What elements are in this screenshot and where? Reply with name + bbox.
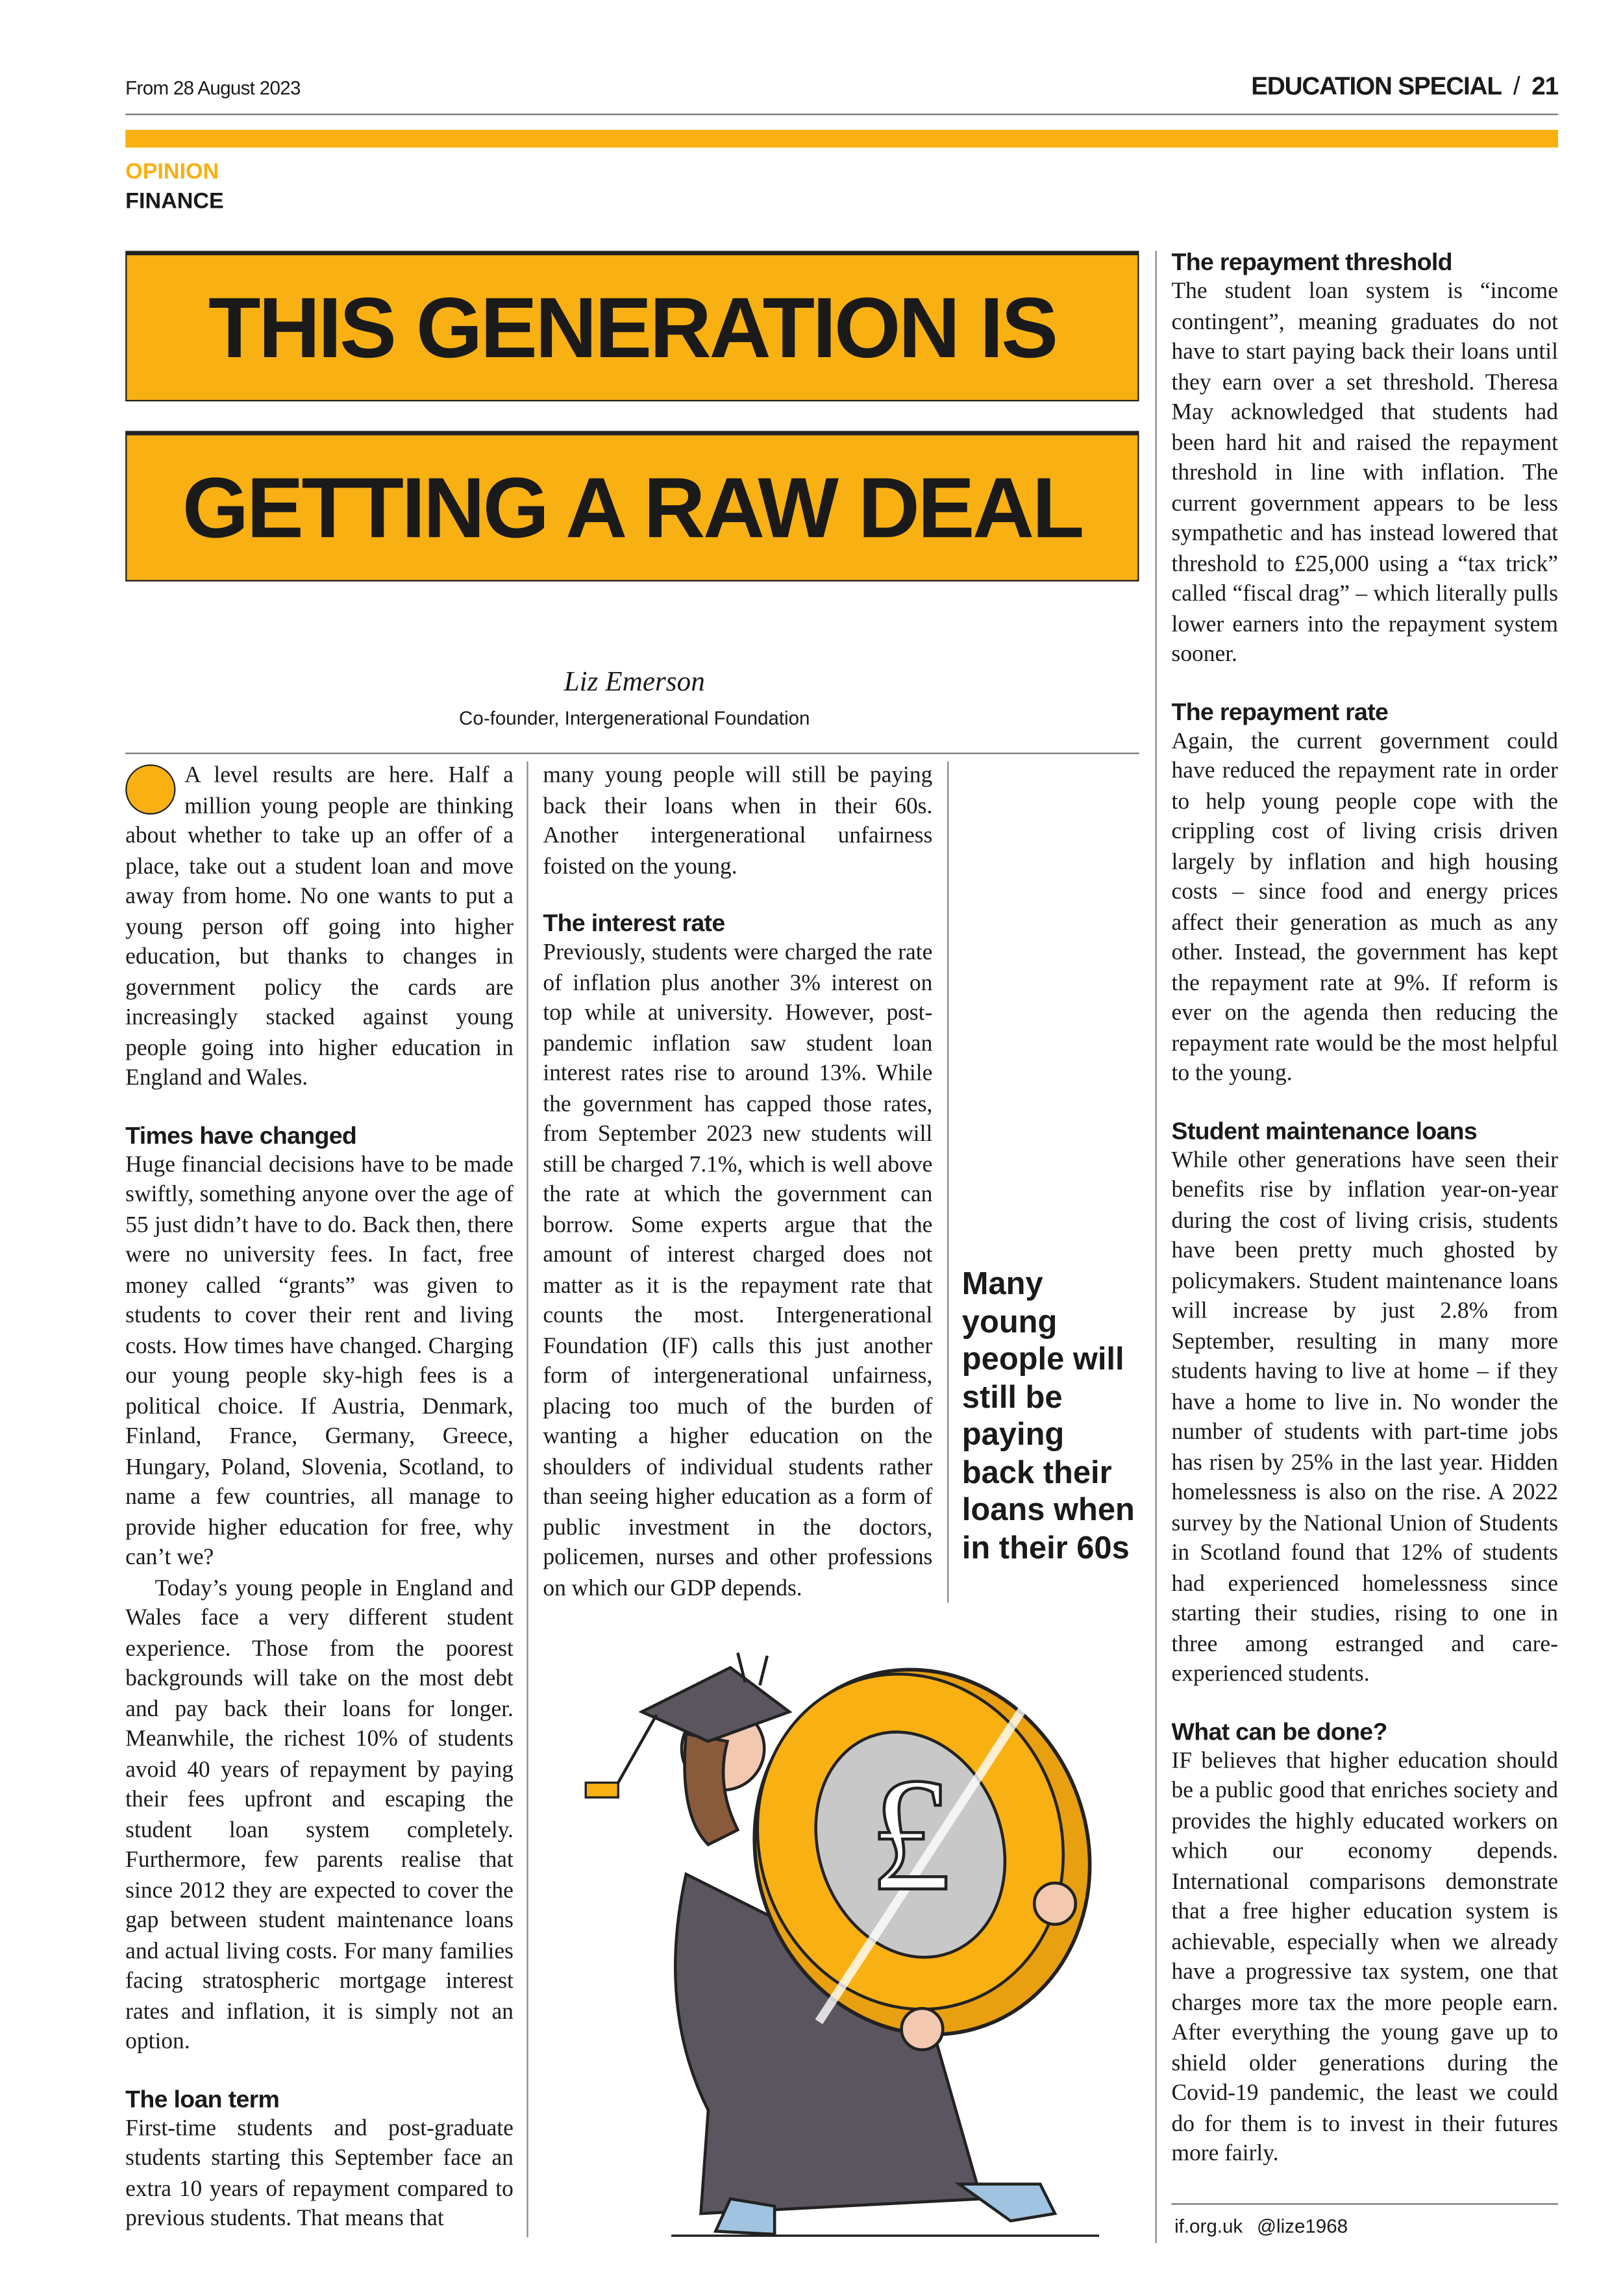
shoe-shape [959, 2184, 1055, 2221]
graduate-coin-illustration [568, 1623, 1099, 2243]
footer-links [1174, 2215, 1348, 2237]
subheading-repayment-threshold: The repayment threshold [1171, 249, 1452, 276]
twitter-handle[interactable]: @lize1968 [1257, 2215, 1348, 2238]
subcategory-label: FINANCE [125, 188, 224, 214]
headline-line-1: THIS GENERATION IS [125, 251, 1139, 401]
paragraph: many young people will still be paying back their loans when in their 60s. Another intergenerational unfairness foisted on the young. [543, 762, 933, 879]
article-column-3 [1172, 248, 1558, 2170]
byline-rule [125, 753, 1139, 754]
section-name: EDUCATION SPECIAL [1251, 72, 1502, 101]
subheading-loan-term: The loan term [125, 2086, 280, 2113]
subheading-times-changed: Times have changed [125, 1122, 357, 1149]
drop-circle-icon [125, 764, 175, 814]
mortarboard-icon [642, 1667, 789, 1741]
subheading-repayment-rate: The repayment rate [1171, 699, 1389, 726]
pull-quote: Many young people will still be paying back their loans when in their 60s [961, 1266, 1135, 1566]
article-column-2 [543, 762, 932, 1604]
pound-sign-icon: £ [869, 1745, 951, 1925]
website-link[interactable]: if.org.uk [1174, 2215, 1243, 2238]
tassel-shape [586, 1782, 618, 1797]
header-rule [125, 114, 1558, 115]
separator: / [1513, 72, 1520, 101]
accent-bar [125, 130, 1558, 147]
page-number: 21 [1531, 72, 1558, 101]
paragraph: First-time students and post-graduate students starting this September face an extra 10 years of repayment compared to previous students. That means that [125, 2115, 514, 2232]
subheading-maintenance-loans: Student maintenance loans [1171, 1117, 1478, 1145]
category-label: OPINION [125, 159, 219, 185]
intro-paragraph: A level results are here. Half a million young people are thinking about whether to take up an offer of a place, take out a student loan and move away from home. No one wants to put a young person off going into higher education, but thanks to changes in government policy the cards are increasingly stacked against young people going into higher education in England and Wales. [125, 762, 514, 1091]
paragraph: While other generations have seen their benefits rise by inflation year-on-year during the cost of living crisis, students have been pretty much ghosted by policymakers. Student maintenance loans will increase by just 2.8% from September, resulting in many more students having to live at home – if they have a home to live in. No wonder the number of students with part-time jobs has risen by 25% in the last year. Hidden homelessness is also on the rise. A 2022 survey by the National Union of Students in Scotland found that 12% of students had experienced homelessness since starting their studies, rising to one in three among estranged and care-experienced students. [1171, 1147, 1558, 1687]
section-header [1251, 72, 1558, 101]
paragraph: Today’s young people in England and Wales face a very different student experience. Those from the poorest backgrounds will take on the most debt and pay back their loans for longer. Meanwhile, the richest 10% of students avoid 40 years of repayment by paying their fees upfront and escaping the student loan system completely. Furthermore, few parents realise that since 2012 they are expected to cover the gap between student maintenance loans and actual living costs. For many families facing stratospheric mortgage interest rates and inflation, it is simply not an option. [125, 1575, 514, 2054]
headline-line-2: GETTING A RAW DEAL [125, 431, 1139, 582]
column-divider [947, 762, 948, 1603]
paragraph: The student loan system is “income contingent”, meaning graduates do not have to start paying back their loans until they earn over a set threshold. Theresa May acknowledged that students had been hard hit and raised the repayment threshold in line with inflation. The current government appears to be less sympathetic and has instead lowered that threshold to £25,000 using a “tax trick” called “fiscal drag” – which literally pulls lower earners into the repayment system sooner. [1171, 279, 1558, 668]
paragraph: Huge financial decisions have to be made swiftly, something anyone over the age of 55 just didn’t have to do. Back then, there were no university fees. In fact, free money called “grants” was given to students to cover their rent and living costs. How times have changed. Charging our young people sky-high fees is a political choice. If Austria, Denmark, Finland, France, Germany, Greece, Hungary, Poland, Slovenia, Scotland, to name a few countries, all manage to provide higher education for free, why can’t we? [125, 1151, 514, 1571]
hand-shape [902, 2008, 943, 2050]
subheading-interest-rate: The interest rate [543, 910, 725, 938]
author-role: Co-founder, Intergenerational Foundation [459, 706, 810, 729]
article-column-1 [125, 762, 514, 2235]
subheading-what-can-be-done: What can be done? [1171, 1718, 1387, 1745]
column-divider [527, 762, 528, 2238]
author-name: Liz Emerson [564, 667, 705, 698]
paragraph: Previously, students were charged the rate of inflation plus another 3% interest on top while at university. However, post-pandemic inflation saw student loan interest rates rise to around 13%. While the government has capped those rates, from September 2023 new students will still be charged 7.1%, which is well above the rate at which the government can borrow. Some experts argue that the amount of interest charged does not matter as it is the repayment rate that counts the most. Intergenerational Foundation (IF) calls this just another form of intergenerational unfairness, placing too much of the burden of wanting a higher education on the shoulders of individual students rather than seeing higher education as a form of public investment in the doctors, policemen, nurses and other professions on which our GDP depends. [543, 940, 933, 1601]
paragraph: Again, the current government could have reduced the repayment rate in order to help young people cope with the crippling cost of living crisis driven largely by inflation and high housing costs – since food and energy prices affect their generation as much as any other. Instead, the government has kept the repayment rate at 9%. If reform is ever on the agenda then reducing the repayment rate would be the most helpful to the young. [1171, 728, 1558, 1086]
column-divider [1156, 251, 1157, 2243]
hand-shape [1034, 1883, 1076, 1925]
footer-rule [1172, 2203, 1558, 2204]
paragraph: IF believes that higher education should be a public good that enriches society and provides the highly educated workers on which our economy depends. International comparisons demonstrate that a free higher education system is achievable, especially when we already have a progressive tax system, one that charges more tax the more people earn. After everything the young gave up to shield older generations during the Covid-19 pandemic, the least we could do for them is to invest in their futures more fairly. [1171, 1748, 1558, 2167]
issue-date: From 28 August 2023 [125, 77, 301, 99]
